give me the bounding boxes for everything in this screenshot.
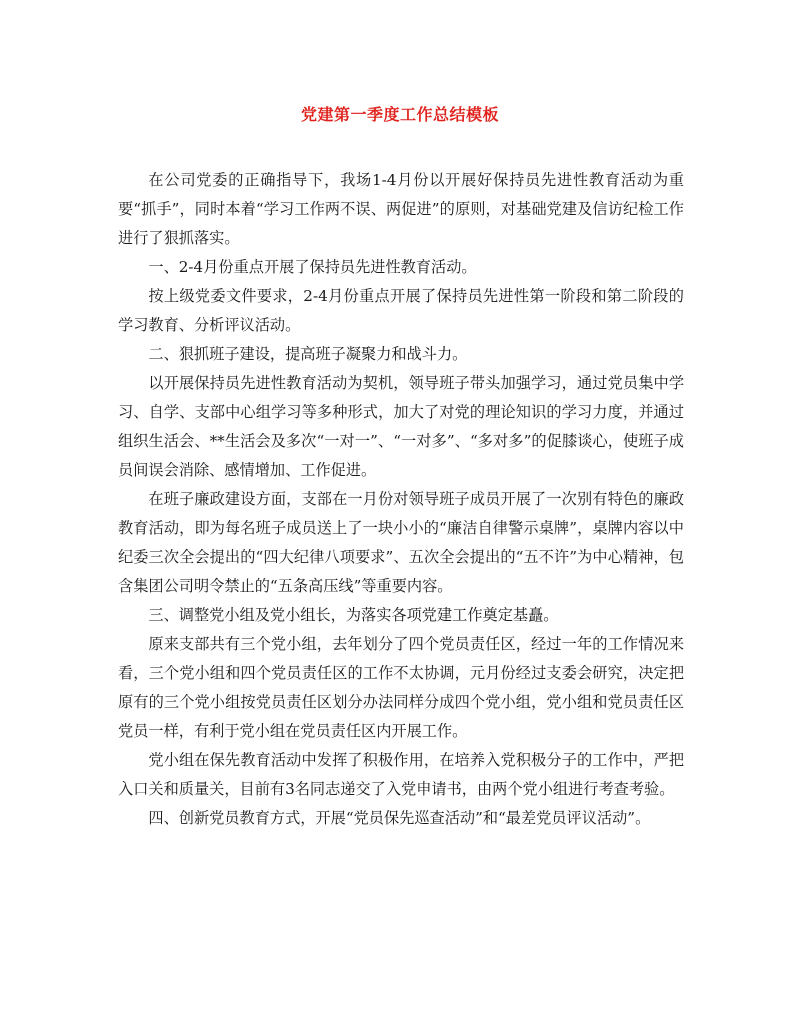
paragraph-section-3-groups: 原来支部共有三个党小组，去年划分了四个党员责任区，经过一年的工作情况来看，三个党小组和四个党员责任区的工作不太协调，元月份经过支委会研究，决定把原有的三个党小组按党员责任区划分办法同样分成四个党小组，党小组和党员责任区党员一样，有利于党小组在党员责任区内开展工作。 bbox=[118, 635, 684, 740]
paragraph-section-2-integrity: 在班子廉政建设方面，支部在一月份对领导班子成员开展了一次别有特色的廉政教育活动，即为每名班子成员送上了一块小小的“廉洁自律警示桌牌”，桌牌内容以中纪委三次全会提出的“四大纪律八项要求”、五次全会提出的“五不许”为中心精神，包含集团公司明令禁止的“五条高压线”等重要内容。 bbox=[118, 490, 684, 595]
paragraph-intro: 在公司党委的正确指导下，我场1-4月份以开展好保持员先进性教育活动为重要“抓手”，同时本着“学习工作两不误、两促进”的原则，对基础党建及信访纪检工作进行了狠抓落实。 bbox=[118, 171, 684, 247]
document-title: 党建第一季度工作总结模板 bbox=[300, 105, 499, 124]
section-heading-2: 二、狠抓班子建设，提高班子凝聚力和战斗力。 bbox=[148, 345, 468, 363]
paragraph-section-1: 按上级党委文件要求，2-4月份重点开展了保持员先进性第一阶段和第二阶段的学习教育、分析评议活动。 bbox=[118, 287, 684, 334]
paragraph-section-2-study: 以开展保持员先进性教育活动为契机，领导班子带头加强学习，通过党员集中学习、自学、支部中心组学习等多种形式，加大了对党的理论知识的学习力度，并通过组织生活会、**生活会及多次“一对一”、“一对多”、“多对多”的促膝谈心，使班子成员间误会消除、感情增加、工作促进。 bbox=[118, 374, 684, 479]
document-body bbox=[118, 166, 684, 833]
section-heading-3: 三、调整党小组及党小组长，为落实各项党建工作奠定基矗。 bbox=[148, 606, 559, 624]
section-heading-1: 一、2-4月份重点开展了保持员先进性教育活动。 bbox=[148, 258, 477, 276]
section-heading-4: 四、创新党员教育方式，开展“党员保先巡查活动”和“最差党员评议活动”。 bbox=[148, 809, 651, 827]
paragraph-section-3-role: 党小组在保先教育活动中发挥了积极作用，在培养入党积极分子的工作中，严把入口关和质量关，目前有3名同志递交了入党申请书，由两个党小组进行考查考验。 bbox=[118, 751, 684, 798]
